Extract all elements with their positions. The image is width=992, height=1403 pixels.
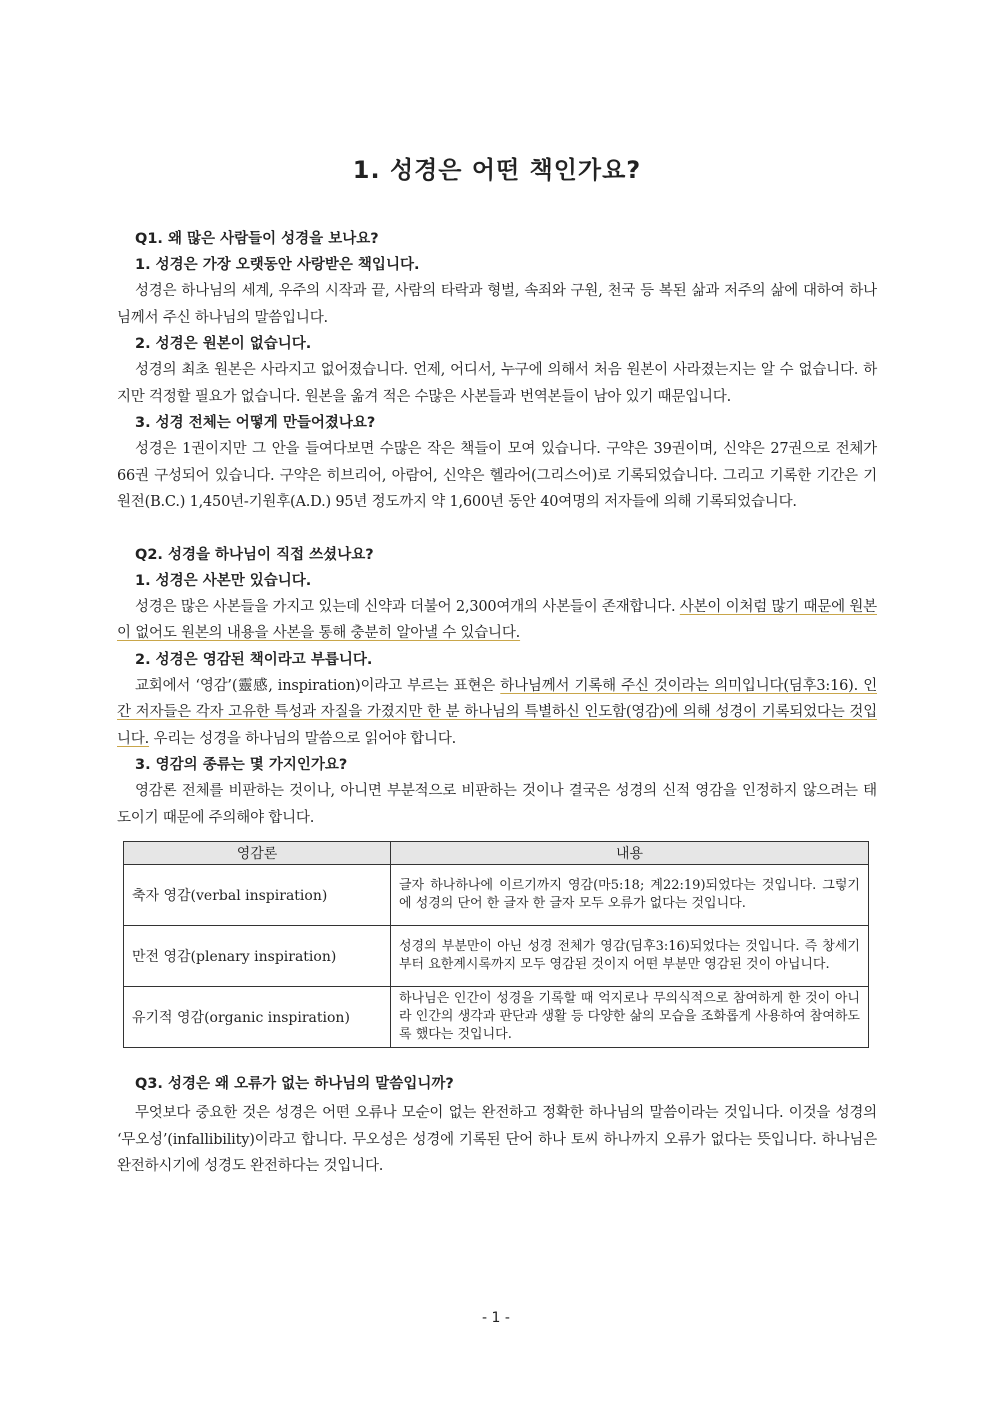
q2-paragraph-1 (117, 594, 877, 647)
table-header-theory: 영감론 (124, 842, 391, 865)
question-1: Q1. 왜 많은 사람들이 성경을 보나요? (135, 231, 379, 247)
inspiration-table (123, 841, 869, 1048)
table-row (124, 926, 869, 987)
q2-paragraph-2-tail: 우리는 성경을 하나님의 말씀으로 읽어야 합니다. (149, 730, 457, 747)
q2-paragraph-3: 영감론 전체를 비판하는 것이나, 아니면 부분적으로 비판하는 것이나 결국은 성경의 신적 영감을 인정하지 않으려는 태도이기 때문에 주의해야 합니다. (117, 783, 877, 826)
q1-heading-2: 2. 성경은 원본이 없습니다. (135, 336, 312, 352)
q2-paragraph-2-underlined: 하나님께서 기록해 주신 것이라는 의미입니다(딤후3:16). 인간 저자들은 각자 고유한 특성과 자질을 가졌지만 한 분 하나님의 특별하신 인도함(영감)에 의해 성경이 기록되었다는 것입니다. (117, 677, 877, 747)
question-3: Q3. 성경은 왜 오류가 없는 하나님의 말씀입니까? (135, 1076, 454, 1092)
table-header-row (124, 842, 869, 865)
q2-heading-2: 2. 성경은 영감된 책이라고 부릅니다. (135, 651, 373, 668)
table-cell-theory: 축자 영감(verbal inspiration) (124, 865, 391, 926)
q1-paragraph-1: 성경은 하나님의 세계, 우주의 시작과 끝, 사람의 타락과 형벌, 속죄와 구원, 천국 등 복된 삶과 저주의 삶에 대하여 하나님께서 주신 하나님의 말씀입니다. (117, 283, 877, 326)
page-title: 1. 성경은 어떤 책인가요? (352, 156, 642, 184)
q1-paragraph-2: 성경의 최초 원본은 사라지고 없어졌습니다. 언제, 어디서, 누구에 의해서 처음 원본이 사라졌는지는 알 수 없습니다. 하지만 걱정할 필요가 없습니다. 원본을 옮겨 적은 수많은 사본들과 번역본들이 남아 있기 때문입니다. (117, 362, 877, 405)
q3-paragraph-1: 무엇보다 중요한 것은 성경은 어떤 오류나 모순이 없는 완전하고 정확한 하나님의 말씀이라는 것입니다. 이것을 성경의 ‘무오성’(infallibility)이라고 합니다. 무오성은 성경에 기록된 단어 하나 토씨 하나까지 오류가 없다는 뜻입니다. 하나님은 완전하시기에 성경도 완전하다는 것입니다. (117, 1105, 877, 1174)
table-row (124, 987, 869, 1048)
q2-paragraph-1-text: 성경은 많은 사본들을 가지고 있는데 신약과 더불어 2,300여개의 사본들이 존재합니다. (135, 598, 680, 615)
q1-heading-1: 1. 성경은 가장 오랫동안 사랑받은 책입니다. (135, 257, 420, 273)
q2-heading-1: 1. 성경은 사본만 있습니다. (135, 572, 312, 589)
table-cell-content: 글자 하나하나에 이르기까지 영감(마5:18; 계22:19)되었다는 것입니다. 그렇기에 성경의 단어 한 글자 한 글자 모두 오류가 없다는 것입니다. (391, 865, 869, 926)
q2-paragraph-2-text: 교회에서 ‘영감’(靈感, inspiration)이라고 부르는 표현은 (135, 677, 501, 694)
q2-paragraph-2 (117, 673, 877, 753)
question-2: Q2. 성경을 하나님이 직접 쓰셨나요? (135, 546, 374, 563)
q1-heading-3: 3. 성경 전체는 어떻게 만들어졌나요? (135, 415, 376, 431)
document-page (117, 150, 877, 1183)
table-header-content: 내용 (391, 842, 869, 865)
page-number: - 1 - (482, 1310, 510, 1326)
table-cell-theory: 유기적 영감(organic inspiration) (124, 987, 391, 1048)
table-row (124, 865, 869, 926)
q1-paragraph-3: 성경은 1권이지만 그 안을 들여다보면 수많은 작은 책들이 모여 있습니다. 구약은 39권이며, 신약은 27권으로 전체가 66권 구성되어 있습니다. 구약은 히브리어, 아람어, 신약은 헬라어(그리스어)로 기록되었습니다. 그리고 기록한 기간은 기원전(B.C.) 1,450년-기원후(A.D.) 95년 정도까지 약 1,600년 동안 40여명의 저자들에 의해 기록되었습니다. (117, 441, 877, 510)
table-cell-content: 성경의 부분만이 아닌 성경 전체가 영감(딤후3:16)되었다는 것입니다. 즉 창세기부터 요한계시록까지 모두 영감된 것이지 어떤 부분만 영감된 것이 아닙니다. (391, 926, 869, 987)
table-cell-content: 하나님은 인간이 성경을 기록할 때 억지로나 무의식적으로 참여하게 한 것이 아니라 인간의 생각과 판단과 생활 등 다양한 삶의 모습을 조화롭게 사용하여 참여하도록 했다는 것입니다. (391, 987, 869, 1048)
q2-heading-3: 3. 영감의 종류는 몇 가지인가요? (135, 757, 348, 773)
table-cell-theory: 만전 영감(plenary inspiration) (124, 926, 391, 987)
q2-paragraph-1-underlined: 사본이 이처럼 많기 때문에 원본이 없어도 원본의 내용을 사본을 통해 충분히 알아낼 수 있습니다. (117, 598, 877, 641)
